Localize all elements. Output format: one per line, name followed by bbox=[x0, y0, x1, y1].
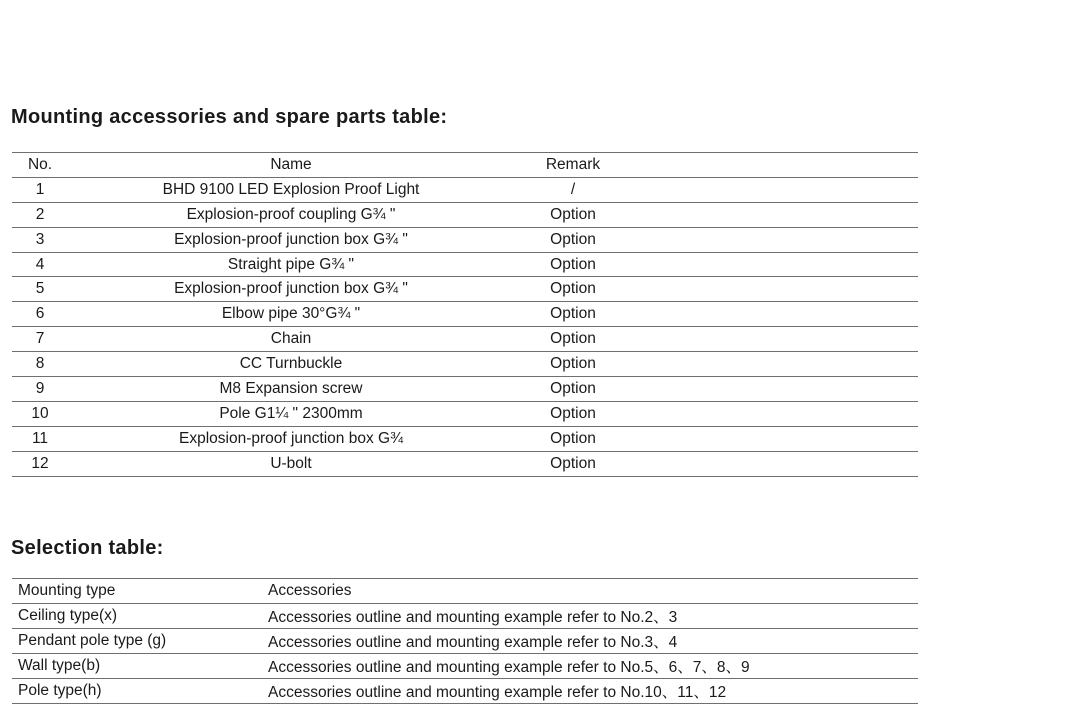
part-name: Explosion-proof junction box G¾ " bbox=[68, 277, 514, 302]
part-name: Explosion-proof junction box G¾ " bbox=[68, 227, 514, 252]
part-number: 2 bbox=[12, 202, 68, 227]
part-number: 11 bbox=[12, 426, 68, 451]
table-row bbox=[12, 629, 918, 654]
part-name: Elbow pipe 30°G¾ " bbox=[68, 302, 514, 327]
row-spacer bbox=[632, 451, 918, 476]
table-row bbox=[12, 327, 918, 352]
part-number: 5 bbox=[12, 277, 68, 302]
part-name: BHD 9100 LED Explosion Proof Light bbox=[68, 177, 514, 202]
row-spacer bbox=[632, 401, 918, 426]
selection-table-body bbox=[12, 604, 918, 704]
part-remark: Option bbox=[514, 327, 632, 352]
row-spacer bbox=[632, 302, 918, 327]
header-spacer bbox=[632, 153, 918, 178]
part-name: CC Turnbuckle bbox=[68, 352, 514, 377]
part-number: 10 bbox=[12, 401, 68, 426]
table-row bbox=[12, 377, 918, 402]
part-remark: Option bbox=[514, 277, 632, 302]
header-no: No. bbox=[12, 153, 68, 178]
part-remark: Option bbox=[514, 377, 632, 402]
accessories-description: Accessories outline and mounting example refer to No.10、11、12 bbox=[268, 679, 918, 704]
part-name: U-bolt bbox=[68, 451, 514, 476]
table-row bbox=[12, 177, 918, 202]
row-spacer bbox=[632, 277, 918, 302]
part-remark: Option bbox=[514, 202, 632, 227]
part-remark: / bbox=[514, 177, 632, 202]
row-spacer bbox=[632, 352, 918, 377]
part-remark: Option bbox=[514, 302, 632, 327]
part-name: M8 Expansion screw bbox=[68, 377, 514, 402]
table-row bbox=[12, 252, 918, 277]
parts-table-header-row bbox=[12, 153, 918, 178]
table-row bbox=[12, 451, 918, 476]
table-row bbox=[12, 426, 918, 451]
table-row bbox=[12, 227, 918, 252]
mounting-type: Wall type(b) bbox=[12, 654, 268, 679]
row-spacer bbox=[632, 426, 918, 451]
part-number: 4 bbox=[12, 252, 68, 277]
parts-table bbox=[12, 152, 918, 477]
part-number: 6 bbox=[12, 302, 68, 327]
header-mounting-type: Mounting type bbox=[12, 579, 268, 604]
part-number: 7 bbox=[12, 327, 68, 352]
mounting-type: Pendant pole type (g) bbox=[12, 629, 268, 654]
selection-table-title: Selection table: bbox=[11, 537, 164, 559]
row-spacer bbox=[632, 177, 918, 202]
parts-table-title: Mounting accessories and spare parts table: bbox=[11, 106, 448, 128]
parts-table-body bbox=[12, 177, 918, 476]
selection-table bbox=[12, 578, 918, 704]
part-number: 1 bbox=[12, 177, 68, 202]
part-remark: Option bbox=[514, 352, 632, 377]
part-remark: Option bbox=[514, 252, 632, 277]
part-remark: Option bbox=[514, 426, 632, 451]
part-remark: Option bbox=[514, 451, 632, 476]
row-spacer bbox=[632, 202, 918, 227]
part-number: 3 bbox=[12, 227, 68, 252]
accessories-description: Accessories outline and mounting example refer to No.5、6、7、8、9 bbox=[268, 654, 918, 679]
row-spacer bbox=[632, 227, 918, 252]
part-name: Straight pipe G¾ " bbox=[68, 252, 514, 277]
part-name: Pole G1¼ " 2300mm bbox=[68, 401, 514, 426]
selection-table-header-row bbox=[12, 579, 918, 604]
part-number: 8 bbox=[12, 352, 68, 377]
mounting-type: Ceiling type(x) bbox=[12, 604, 268, 629]
row-spacer bbox=[632, 377, 918, 402]
mounting-type: Pole type(h) bbox=[12, 679, 268, 704]
header-accessories: Accessories bbox=[268, 579, 918, 604]
header-remark: Remark bbox=[514, 153, 632, 178]
part-number: 9 bbox=[12, 377, 68, 402]
header-name: Name bbox=[68, 153, 514, 178]
part-name: Explosion-proof junction box G¾ bbox=[68, 426, 514, 451]
part-name: Chain bbox=[68, 327, 514, 352]
table-row bbox=[12, 401, 918, 426]
accessories-description: Accessories outline and mounting example refer to No.3、4 bbox=[268, 629, 918, 654]
row-spacer bbox=[632, 327, 918, 352]
row-spacer bbox=[632, 252, 918, 277]
accessories-description: Accessories outline and mounting example refer to No.2、3 bbox=[268, 604, 918, 629]
table-row bbox=[12, 679, 918, 704]
part-name: Explosion-proof coupling G¾ " bbox=[68, 202, 514, 227]
table-row bbox=[12, 302, 918, 327]
part-remark: Option bbox=[514, 401, 632, 426]
table-row bbox=[12, 277, 918, 302]
table-row bbox=[12, 604, 918, 629]
table-row bbox=[12, 202, 918, 227]
part-number: 12 bbox=[12, 451, 68, 476]
table-row bbox=[12, 654, 918, 679]
part-remark: Option bbox=[514, 227, 632, 252]
table-row bbox=[12, 352, 918, 377]
